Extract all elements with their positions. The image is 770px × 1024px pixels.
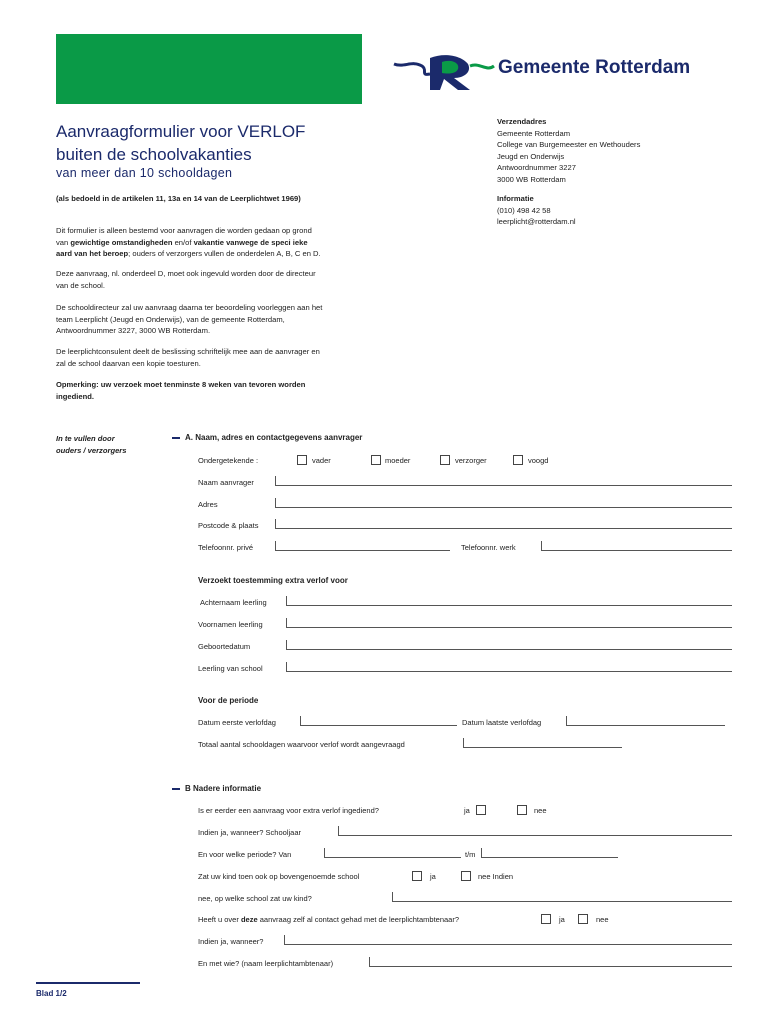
checkbox-school-nee[interactable]	[461, 871, 471, 881]
intro-paragraph-3: De schooldirecteur zal uw aanvraag daarna ter beoordeling voorleggen aan het team Leerplicht (Jeugd en Onderwijs), van de gemeente Rotterdam, Antwoordnummer 3227, 3000 WB Rotterdam.	[56, 303, 323, 335]
laatste-verlofdag-field[interactable]	[566, 716, 725, 726]
school-field[interactable]	[286, 662, 732, 672]
green-banner	[56, 34, 362, 104]
totaal-dagen-label: Totaal aantal schooldagen waarvoor verlof wordt aangevraagd	[198, 740, 405, 749]
geboortedatum-field[interactable]	[286, 640, 732, 650]
periode-van-field[interactable]	[324, 848, 461, 858]
achternaam-field[interactable]	[286, 596, 732, 606]
contact-met-wie-label: En met wie? (naam leerplichtambtenaar)	[198, 959, 334, 968]
tel-werk-field[interactable]	[541, 541, 732, 551]
section-b-heading: B Nadere informatie	[172, 784, 261, 793]
option-label: vader	[312, 456, 331, 465]
tm-label: t/m	[465, 850, 476, 859]
welke-school-field[interactable]	[392, 892, 732, 902]
adres-field[interactable]	[275, 498, 732, 508]
periode-heading: Voor de periode	[198, 696, 259, 705]
ja-label: ja	[559, 915, 565, 924]
footer-divider	[36, 982, 140, 984]
side-note: In te vullen door ouders / verzorgers	[56, 434, 127, 455]
school-label: Leerling van school	[198, 664, 263, 673]
voornamen-field[interactable]	[286, 618, 732, 628]
option-label: moeder	[385, 456, 411, 465]
schooljaar-field[interactable]	[338, 826, 732, 836]
zelfde-school-label: Zat uw kind toen ook op bovengenoemde school	[198, 872, 360, 881]
achternaam-label: Achternaam leerling	[200, 598, 267, 607]
periode-van-label: En voor welke periode? Van	[198, 850, 292, 859]
option-label: voogd	[528, 456, 549, 465]
form-subtitle: van meer dan 10 schooldagen	[56, 166, 233, 180]
eerdere-aanvraag-label: Is er eerder een aanvraag voor extra verlof ingediend?	[198, 806, 379, 815]
nee-label: nee	[596, 915, 609, 924]
email-link[interactable]: leerplicht@rotterdam.nl	[497, 217, 576, 226]
eerste-verlofdag-field[interactable]	[300, 716, 457, 726]
totaal-dagen-field[interactable]	[463, 738, 622, 748]
intro-paragraph-2: Deze aanvraag, nl. onderdeel D, moet ook ingevuld worden door de directeur van de school.	[56, 269, 316, 290]
tel-prive-field[interactable]	[275, 541, 450, 551]
naam-aanvrager-field[interactable]	[275, 476, 732, 486]
ja-label: ja	[430, 872, 436, 881]
periode-tm-field[interactable]	[481, 848, 618, 858]
logo-text: Gemeente Rotterdam	[498, 57, 691, 78]
tel-prive-label: Telefoonnr. privé	[198, 543, 254, 552]
nee-label: nee	[534, 806, 547, 815]
checkbox-contact-nee[interactable]	[578, 914, 588, 924]
contact-leerplicht-label: Heeft u over deze aanvraag zelf al contact gehad met de leerplichtambtenaar?	[198, 915, 460, 924]
ondergetekende-label: Ondergetekende :	[198, 456, 259, 465]
nee-indien-label: nee Indien	[478, 872, 514, 881]
laatste-verlofdag-label: Datum laatste verlofdag	[462, 718, 542, 727]
voornamen-label: Voornamen leerling	[198, 620, 263, 629]
checkbox-voogd[interactable]	[513, 455, 523, 465]
contact-info: Informatie (010) 498 42 58 leerplicht@rotterdam.nl	[497, 193, 737, 228]
geboortedatum-label: Geboortedatum	[198, 642, 251, 651]
checkbox-school-ja[interactable]	[412, 871, 422, 881]
checkbox-moeder[interactable]	[371, 455, 381, 465]
welke-school-label: nee, op welke school zat uw kind?	[198, 894, 312, 903]
checkbox-verzorger[interactable]	[440, 455, 450, 465]
checkbox-contact-ja[interactable]	[541, 914, 551, 924]
mailing-address: Verzendadres Gemeente Rotterdam College van Burgemeester en Wethouders Jeugd en Onderwijs Antwoordnummer 3227 3000 WB Rotterdam	[497, 117, 641, 184]
checkbox-eerder-nee[interactable]	[517, 805, 527, 815]
postcode-label: Postcode & plaats	[198, 521, 259, 530]
naam-aanvrager-label: Naam aanvrager	[198, 478, 254, 487]
option-label: verzorger	[455, 456, 487, 465]
schooljaar-label: Indien ja, wanneer? Schooljaar	[198, 828, 301, 837]
adres-label: Adres	[198, 500, 218, 509]
form-title: Aanvraagformulier voor VERLOF buiten de schoolvakanties	[56, 122, 306, 164]
verlof-voor-heading: Verzoekt toestemming extra verlof voor	[198, 576, 348, 585]
checkbox-eerder-ja[interactable]	[476, 805, 486, 815]
tel-werk-label: Telefoonnr. werk	[461, 543, 516, 552]
postcode-field[interactable]	[275, 519, 732, 529]
page-number: Blad 1/2	[36, 989, 67, 998]
note-paragraph: Opmerking: uw verzoek moet tenminste 8 weken van tevoren worden ingediend.	[56, 380, 306, 401]
contact-wanneer-field[interactable]	[284, 935, 732, 945]
checkbox-vader[interactable]	[297, 455, 307, 465]
section-a-heading: A. Naam, adres en contactgegevens aanvrager	[172, 433, 362, 442]
contact-met-wie-field[interactable]	[369, 957, 732, 967]
intro-paragraph-4: De leerplichtconsulent deelt de beslissing schriftelijk mee aan de aanvrager en zal de school daarvan een kopie toesturen.	[56, 347, 320, 368]
ja-label: ja	[464, 806, 470, 815]
intro-paragraph-1: Dit formulier is alleen bestemd voor aanvragen die worden gedaan op grond van gewichtige omstandigheden en/of vakantie vanwege de speci ieke aard van het beroep; ouders of verzorgers vullen de onderdelen A, B, C en D.	[56, 226, 321, 258]
eerste-verlofdag-label: Datum eerste verlofdag	[198, 718, 276, 727]
contact-wanneer-label: Indien ja, wanneer?	[198, 937, 264, 946]
legal-reference: (als bedoeld in de artikelen 11, 13a en 14 van de Leerplichtwet 1969)	[56, 194, 301, 203]
